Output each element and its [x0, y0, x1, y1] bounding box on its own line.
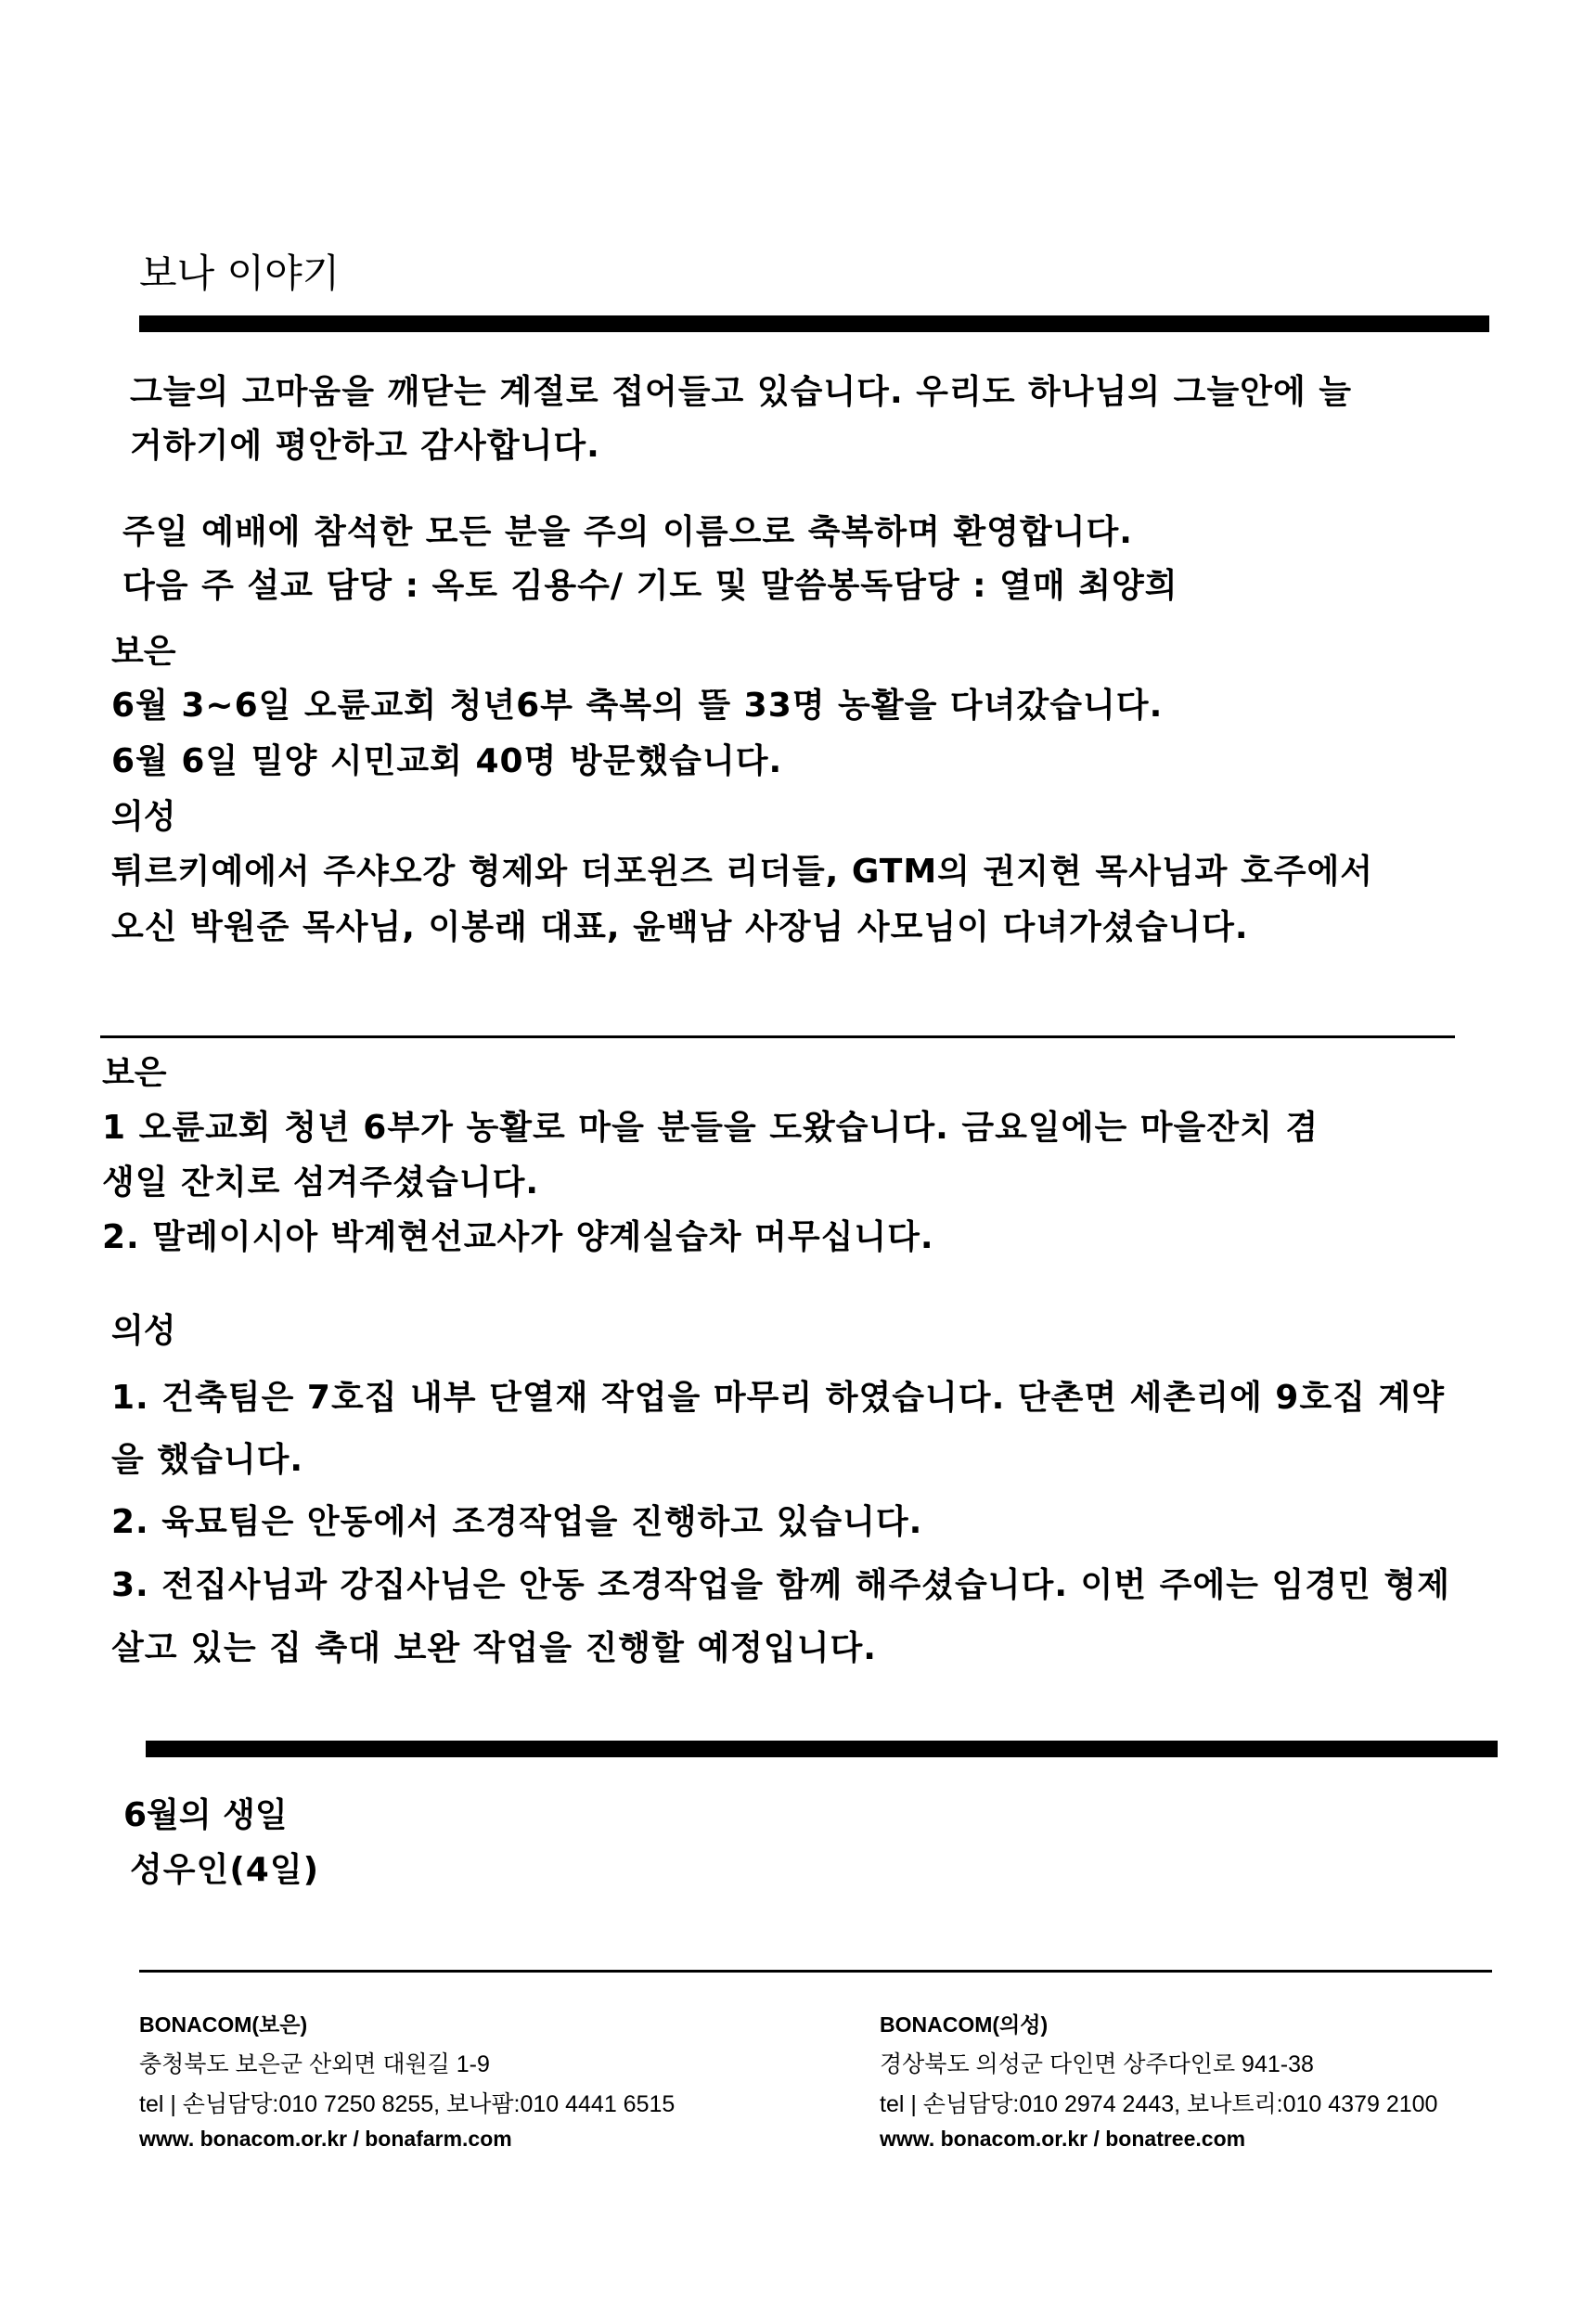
news-uiseong-3a: 3. 전집사님과 강집사님은 안동 조경작업을 함께 해주셨습니다. 이번 주에는 임경민 형제: [111, 1566, 1450, 1604]
footer-right-tel: tel | 손님담당:010 2974 2443, 보나트리:010 4379 2100: [880, 2091, 1438, 2117]
visitors-uiseong-1: 튀르키예에서 주샤오강 형제와 더포윈즈 리더들, GTM의 권지현 목사님과 호주에서: [111, 853, 1374, 891]
footer-divider: [139, 1970, 1492, 1973]
title-divider: [139, 315, 1489, 332]
visitors-boeun-1: 6월 3~6일 오륜교회 청년6부 축복의 뜰 33명 농활을 다녀갔습니다.: [111, 687, 1164, 725]
footer-right-web[interactable]: www. bonacom.or.kr / bonatree.com: [880, 2127, 1246, 2151]
footer-left-name: BONACOM(보은): [139, 2012, 308, 2037]
next-week-line: 다음 주 설교 담당 : 옥토 김용수/ 기도 및 말씀봉독담당 : 열매 최양희: [122, 567, 1178, 605]
footer-left-web[interactable]: www. bonacom.or.kr / bonafarm.com: [139, 2127, 512, 2151]
welcome-line: 주일 예배에 참석한 모든 분을 주의 이름으로 축복하며 환영합니다.: [122, 513, 1133, 551]
footer-left-tel: tel | 손님담당:010 7250 8255, 보나팜:010 4441 6515: [139, 2091, 676, 2117]
news-uiseong-heading: 의성: [111, 1312, 176, 1350]
footer-right-name: BONACOM(의성): [880, 2012, 1049, 2037]
news-uiseong-3b: 살고 있는 집 축대 보완 작업을 진행할 예정입니다.: [111, 1629, 877, 1667]
intro-line-2: 거하기에 평안하고 감사합니다.: [130, 427, 600, 465]
footer-right-address: 경상북도 의성군 다인면 상주다인로 941-38: [880, 2051, 1314, 2077]
news-uiseong-1a: 1. 건축팀은 7호집 내부 단열재 작업을 마무리 하였습니다. 단촌면 세촌리에 9호집 계약: [111, 1379, 1445, 1417]
birthday-person: 성우인(4일): [130, 1851, 320, 1889]
birthday-heading: 6월의 생일: [123, 1796, 288, 1834]
visitors-uiseong-heading: 의성: [111, 798, 176, 836]
visitors-boeun-heading: 보은: [111, 633, 176, 671]
section-divider: [100, 1035, 1455, 1038]
news-boeun-2: 2. 말레이시아 박계현선교사가 양계실습차 머무십니다.: [102, 1218, 934, 1256]
birthday-divider: [146, 1741, 1498, 1757]
visitors-boeun-2: 6월 6일 밀양 시민교회 40명 방문했습니다.: [111, 742, 783, 780]
news-boeun-1b: 생일 잔치로 섬겨주셨습니다.: [102, 1163, 540, 1202]
news-uiseong-1b: 을 했습니다.: [111, 1441, 304, 1479]
footer-left-address: 충청북도 보은군 산외면 대원길 1-9: [139, 2051, 490, 2077]
news-boeun-1a: 1 오륜교회 청년 6부가 농활로 마을 분들을 도왔습니다. 금요일에는 마을잔치 겸: [102, 1109, 1319, 1147]
intro-line-1: 그늘의 고마움을 깨닫는 계절로 접어들고 있습니다. 우리도 하나님의 그늘안에 늘: [130, 373, 1353, 411]
page-title: 보나 이야기: [139, 251, 341, 296]
news-boeun-heading: 보은: [102, 1054, 167, 1092]
news-uiseong-2: 2. 육묘팀은 안동에서 조경작업을 진행하고 있습니다.: [111, 1503, 923, 1541]
visitors-uiseong-2: 오신 박원준 목사님, 이봉래 대표, 윤백남 사장님 사모님이 다녀가셨습니다.: [111, 908, 1249, 946]
